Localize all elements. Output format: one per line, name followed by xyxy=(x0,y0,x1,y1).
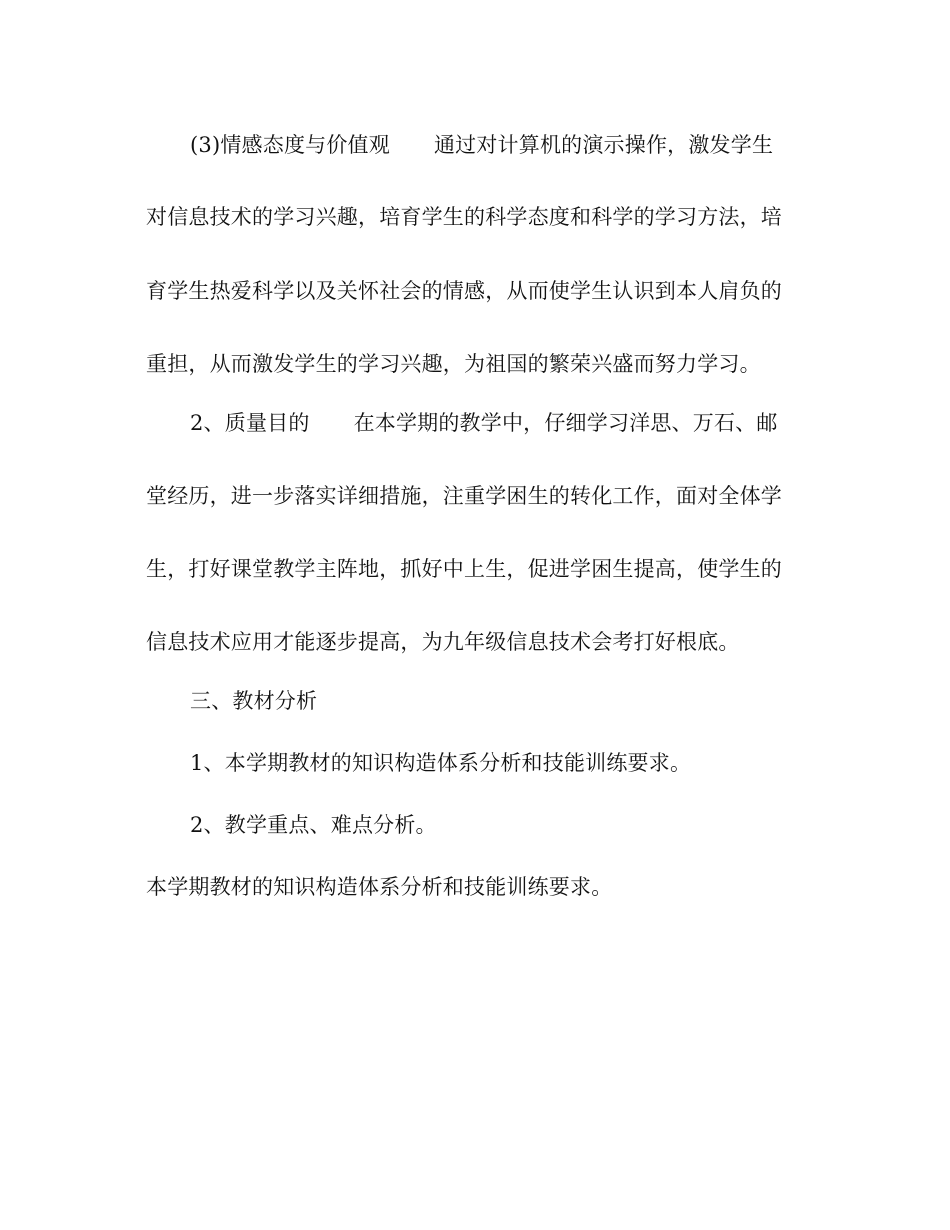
section-heading-textbook-analysis: 三、教材分析 xyxy=(190,689,318,713)
list-item-key-difficulties: 2、教学重点、难点分析。 xyxy=(190,813,437,837)
paragraph-affective-line-4: 重担，从而激发学生的学习兴趣，为祖国的繁荣兴盛而努力学习。 xyxy=(146,352,761,376)
paragraph-affective-line-1 xyxy=(190,130,810,160)
quality-text-1: 在本学期的教学中，仔细学习洋思、万石、邮 xyxy=(353,411,778,435)
paragraph-quality-line-2: 堂经历，进一步落实详细措施，注重学困生的转化工作，面对全体学 xyxy=(146,484,782,508)
quality-heading: 2、质量目的 xyxy=(190,411,310,435)
paragraph-quality-line-4: 信息技术应用才能逐步提高，为九年级信息技术会考打好根底。 xyxy=(146,630,740,654)
affective-heading: (3)情感态度与价值观 xyxy=(190,133,390,157)
paragraph-quality-line-3: 生，打好课堂教学主阵地，抓好中上生，促进学困生提高，使学生的 xyxy=(146,557,782,581)
paragraph-affective-line-2: 对信息技术的学习兴趣，培育学生的科学态度和科学的学习方法，培 xyxy=(146,205,782,229)
list-item-knowledge-structure: 1、本学期教材的知识构造体系分析和技能训练要求。 xyxy=(190,751,692,775)
closing-line: 本学期教材的知识构造体系分析和技能训练要求。 xyxy=(146,875,613,899)
paragraph-affective-line-3: 育学生热爱科学以及关怀社会的情感，从而使学生认识到本人肩负的 xyxy=(146,279,782,303)
paragraph-quality-line-1 xyxy=(190,408,810,438)
affective-text-1: 通过对计算机的演示操作，激发学生 xyxy=(433,133,774,157)
